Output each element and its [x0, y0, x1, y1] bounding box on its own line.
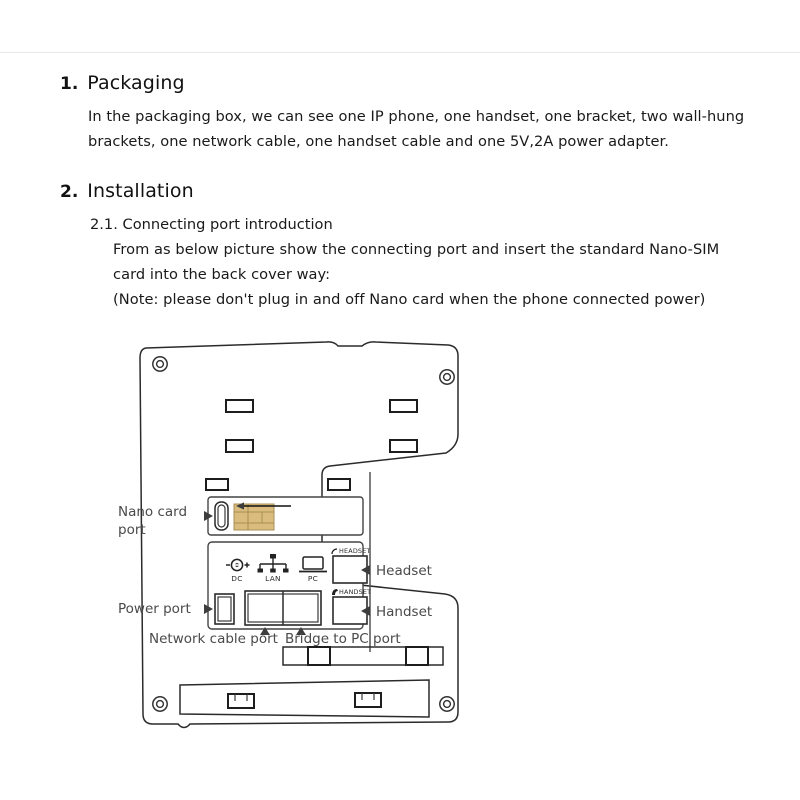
nano-sim-tray — [208, 497, 363, 535]
stand-mount-plate — [180, 680, 429, 717]
power-port-label: Power port — [118, 601, 191, 617]
rj45-ports — [245, 591, 321, 625]
subsection-2-1-title: Connecting port introduction — [122, 216, 333, 233]
header-divider — [0, 52, 800, 53]
pc-label: PC — [307, 574, 319, 583]
wall-mount-slot-2 — [390, 400, 417, 412]
subsection-2-1 — [90, 212, 760, 237]
section-2-title: Installation — [87, 180, 194, 202]
nano-sim-card — [234, 504, 274, 530]
subsection-2-1-number: 2.1. — [90, 216, 118, 233]
subsection-2-1-note: (Note: please don't plug in and off Nano card when the phone connected power) — [113, 291, 706, 308]
dc-label: DC — [231, 574, 243, 583]
headset-label: Headset — [376, 563, 432, 579]
power-port — [215, 594, 234, 624]
section-1-body: In the packaging box, we can see one IP phone, one handset, one bracket, two wall-hung brackets, one network cable, one handset cable and one 5V,2A power adapter. — [88, 108, 745, 150]
screw-hole-top-left — [153, 357, 167, 371]
handset-label: Handset — [376, 604, 433, 620]
section-1-title: Packaging — [87, 72, 185, 94]
wall-mount-slot-6 — [328, 479, 350, 490]
wall-mount-slot-3 — [226, 440, 253, 452]
pc-icon — [299, 557, 327, 572]
stand-clip-right — [355, 693, 381, 707]
nano-card-label-line1: Nano card — [118, 504, 188, 520]
section-2-heading — [60, 180, 760, 203]
lower-bracket-bar — [283, 647, 443, 665]
section-installation — [60, 180, 760, 312]
nano-card-label-line2: port — [118, 522, 146, 538]
wall-mount-slot-1 — [226, 400, 253, 412]
section-1-heading — [60, 72, 760, 95]
headset-jack-label: HEADSET — [339, 547, 371, 555]
network-cable-port-label: Network cable port — [149, 631, 278, 647]
section-2-number: 2. — [60, 182, 79, 202]
screw-hole-bottom-right — [440, 697, 454, 711]
handset-jack-label: HANDSET — [339, 588, 372, 596]
wall-mount-slot-5 — [206, 479, 228, 490]
screw-hole-bottom-left — [153, 697, 167, 711]
stand-clip-left — [228, 694, 254, 708]
subsection-2-1-body: From as below picture show the connecting port and insert the standard Nano-SIM card into the back cover way: — [113, 241, 720, 283]
lan-label: LAN — [265, 574, 281, 583]
wall-mount-slot-4 — [390, 440, 417, 452]
section-1-number: 1. — [60, 74, 79, 94]
section-packaging — [60, 72, 760, 154]
phone-back-panel-diagram — [118, 322, 548, 752]
screw-hole-top-right — [440, 370, 454, 384]
bridge-to-pc-port-label: Bridge to PC port — [285, 631, 401, 647]
